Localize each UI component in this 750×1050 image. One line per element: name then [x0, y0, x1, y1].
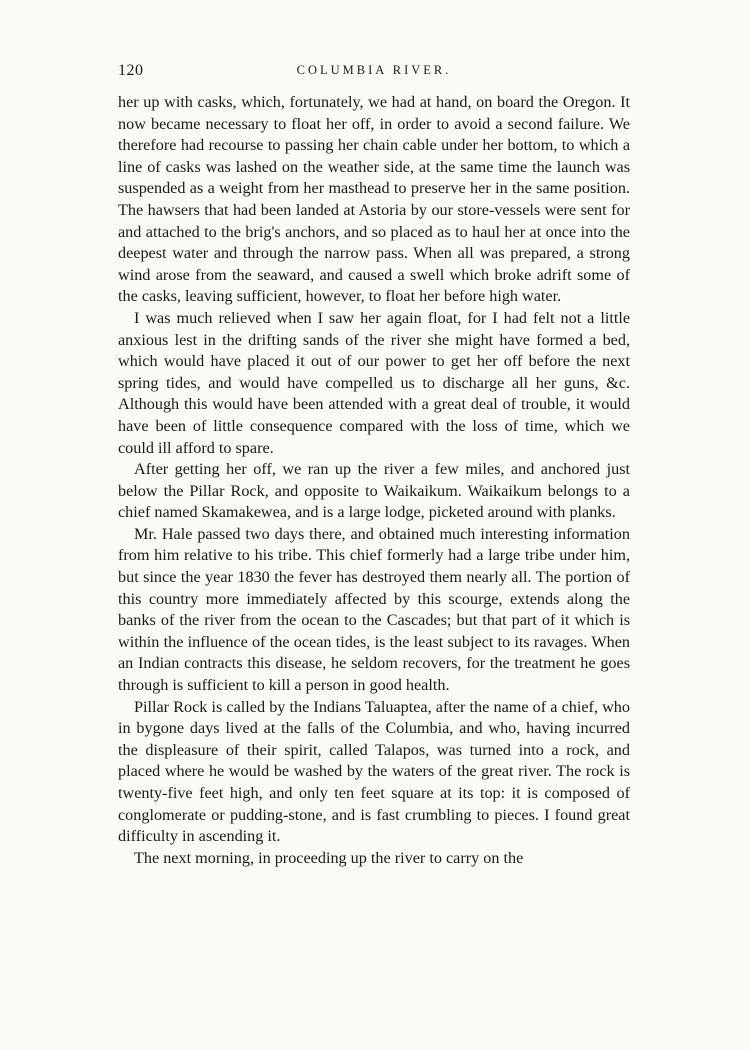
paragraph-6: The next morning, in proceeding up the river to carry on the [134, 848, 524, 867]
paragraph-2: I was much relieved when I saw her again float, for I had felt not a little anxious lest in the drifting sands of the river she might have formed a bed, which would have placed it out of our power to get her off before the next spring tides, and would have compelled us to discharge all her guns, &c. Although this would have been attended with a great deal of trouble, it would have been of little consequence compared with the loss of time, which we could ill afford to spare. [118, 308, 630, 457]
paragraph-3: After getting her off, we ran up the river a few miles, and anchored just below the Pillar Rock, and opposite to Waikaikum. Waikaikum belongs to a chief named Skamakewea, and is a large lodge, picketed around with planks. [118, 460, 630, 522]
running-head: COLUMBIA RIVER. [296, 63, 452, 77]
paragraph-4: Mr. Hale passed two days there, and obtained much interesting information from him relative to his tribe. This chief formerly had a large tribe under him, but since the year 1830 the fever has destroyed them nearly all. The portion of this country more immediately affected by this scourge, extends along the banks of the river from the ocean to the Cascades; but that part of it which is within the influence of the ocean tides, is the least subject to its ravages. When an Indian contracts this disease, he seldom recovers, for the treatment he goes through is sufficient to kill a person in good health. [118, 524, 630, 695]
body-text [118, 92, 630, 869]
paragraph-5: Pillar Rock is called by the Indians Taluaptea, after the name of a chief, who in bygone days lived at the falls of the Columbia, and who, having incurred the displeasure of their spirit, called Talapos, was turned into a rock, and placed where he would be washed by the waters of the great river. The rock is twenty-five feet high, and only ten feet square at its top: it is composed of conglomerate or pudding-stone, and is fast crumbling to pieces. I found great difficulty in ascending it. [118, 697, 630, 846]
page-header [118, 58, 630, 92]
page-number: 120 [118, 62, 144, 79]
paragraph-1: her up with casks, which, fortunately, we had at hand, on board the Oregon. It now became necessary to float her off, in order to avoid a second failure. We therefore had recourse to passing her chain cable under her bottom, to which a line of casks was lashed on the weather side, at the same time the launch was suspended as a weight from her masthead to preserve her in the same position. The hawsers that had been landed at Astoria by our store-vessels were sent for and attached to the brig's anchors, and so placed as to haul her at once into the deepest water and through the narrow pass. When all was prepared, a strong wind arose from the seaward, and caused a swell which broke adrift some of the casks, leaving sufficient, however, to float her before high water. [118, 93, 630, 306]
